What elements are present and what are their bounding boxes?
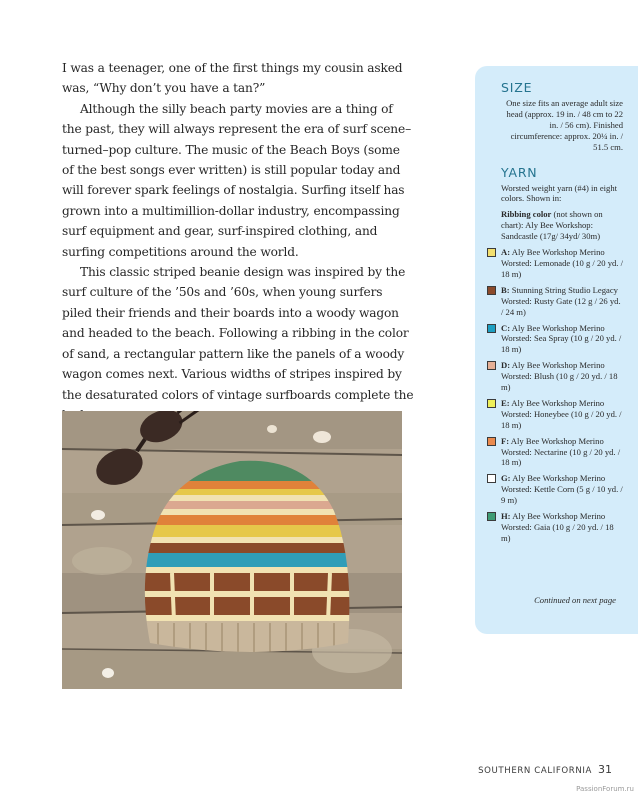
yarn-intro: Worsted weight yarn (#4) in eight colors. Shown in:: [501, 182, 618, 204]
yarn-letter: G:: [501, 473, 511, 484]
continued-note: Continued on next page: [534, 595, 616, 605]
color-swatch: [487, 474, 496, 483]
panel-line: [172, 573, 174, 621]
ribbing-color: [501, 209, 623, 242]
beanie-stripe: [132, 525, 362, 537]
beanie-stripe: [132, 567, 362, 573]
beanie-stripe: [132, 515, 362, 525]
color-swatch: [487, 324, 496, 333]
yarn-heading: YARN: [501, 164, 538, 180]
paragraph-2: Although the silly beach party movies are a thing of the past, they will always represent the era of surf scene–turned–pop culture. The music of the Beach Boys (some of the best songs ever written) is still popular today and will forever spark feelings of nostalgia. Surfing itself has grown into a multimillion-dollar industry, encompassing surf equipment and gear, surf-inspired clothing, and surfing competitions around the world.: [62, 101, 412, 259]
beanie-photo: [62, 411, 402, 689]
yarn-letter: D:: [501, 360, 511, 371]
yarn-letter: C:: [501, 322, 511, 333]
panel-line: [328, 573, 330, 621]
color-swatch: [487, 512, 496, 521]
pattern-info-sidebar: [475, 66, 638, 634]
yarn-item: [501, 360, 623, 393]
yarn-item: [501, 436, 623, 469]
yarn-letter: H:: [501, 511, 511, 522]
beanie-stripe: [132, 509, 362, 515]
paragraph-3: This classic striped beanie design was inspired by the surf culture of the ’50s and ’60s, when young surfers piled their friends and their boards into a woody wagon and headed to the beach. Following a ribbing in the color of sand, a rectangular pattern like the panels of a woody wagon comes next. Various widths of stripes inspired by the desaturated colors of vintage surfboards complete the: [62, 265, 414, 402]
yarn-description: Aly Bee Workshop Merino Worsted: Sea Spray (10 g / 20 yd. / 18 m): [501, 322, 622, 355]
shell: [102, 668, 114, 678]
ribbing-label: Ribbing color: [501, 209, 552, 220]
shell: [267, 425, 277, 433]
shell: [313, 431, 331, 443]
color-swatch: [487, 248, 496, 257]
ribbing-text: (not shown on chart): Aly Bee Workshop: Sandcastle (17g/ 34yd/ 30m): [501, 209, 603, 242]
yarn-text: [501, 398, 623, 431]
yarn-letter: B:: [501, 284, 510, 295]
yarn-description: Aly Bee Workshop Merino Worsted: Lemonade (10 g / 20 yd. / 18 m): [501, 247, 623, 279]
section-title: SOUTHERN CALIFORNIA: [478, 766, 592, 776]
color-swatch: [487, 399, 496, 408]
yarn-text: [501, 247, 623, 280]
yarn-description: Aly Bee Workshop Merino Worsted: Blush (10 g / 20 yd. / 18 m): [501, 360, 618, 393]
beanie-illustration: [62, 411, 402, 689]
yarn-description: Aly Bee Workshop Merino Worsted: Kettle Corn (5 g / 10 yd. / 9 m): [501, 473, 623, 506]
yarn-text: [501, 436, 623, 469]
yarn-item: [501, 323, 623, 356]
yarn-text: [501, 473, 623, 506]
beanie-stripe: [132, 553, 362, 567]
yarn-description: Aly Bee Workshop Merino Worsted: Nectarine (10 g / 20 yd. / 18 m): [501, 435, 621, 468]
yarn-text: [501, 360, 623, 393]
page-number: 31: [598, 763, 612, 776]
size-heading: SIZE: [501, 80, 533, 95]
shell: [91, 510, 105, 520]
yarn-text: [501, 511, 623, 544]
yarn-description: Stunning String Studio Legacy Worsted: Rusty Gate (12 g / 26 yd. / 24 m): [501, 284, 621, 317]
yarn-item: [501, 285, 623, 318]
page-footer: [478, 763, 612, 776]
yarn-letter: E:: [501, 397, 510, 408]
color-swatch: [487, 361, 496, 370]
yarn-description: Aly Bee Workshop Merino Worsted: Honeybee (10 g / 20 yd. / 18 m): [501, 397, 622, 430]
yarn-text: [501, 285, 623, 318]
body-text: [62, 58, 414, 425]
yarn-text: [501, 323, 623, 356]
sand-patch: [72, 547, 132, 575]
yarn-item: [501, 473, 623, 506]
beanie-stripe: [132, 543, 362, 553]
color-swatch: [487, 286, 496, 295]
size-text: One size fits an average adult size head (approx. 19 in. / 48 cm to 22 in. / 56 cm). Finished circumference: approx. 20¼ in. / 51.5 cm.: [506, 98, 623, 152]
yarn-letter: A:: [501, 247, 511, 258]
watermark: PassionForum.ru: [576, 785, 634, 793]
yarn-item: [501, 247, 623, 280]
board-plank: [62, 411, 402, 449]
sidebar-content: [501, 80, 623, 544]
yarn-item: [501, 398, 623, 431]
yarn-item: [501, 511, 623, 544]
yarn-description: Aly Bee Workshop Merino Worsted: Gaia (10 g / 20 yd. / 18 m): [501, 511, 614, 543]
yarn-letter: F:: [501, 435, 510, 446]
paragraph-1: I was a teenager, one of the first things my cousin asked was, “Why don’t you have a tan?”: [62, 61, 403, 96]
color-swatch: [487, 437, 496, 446]
beanie-stripe: [132, 537, 362, 543]
yarn-list: [501, 247, 623, 544]
